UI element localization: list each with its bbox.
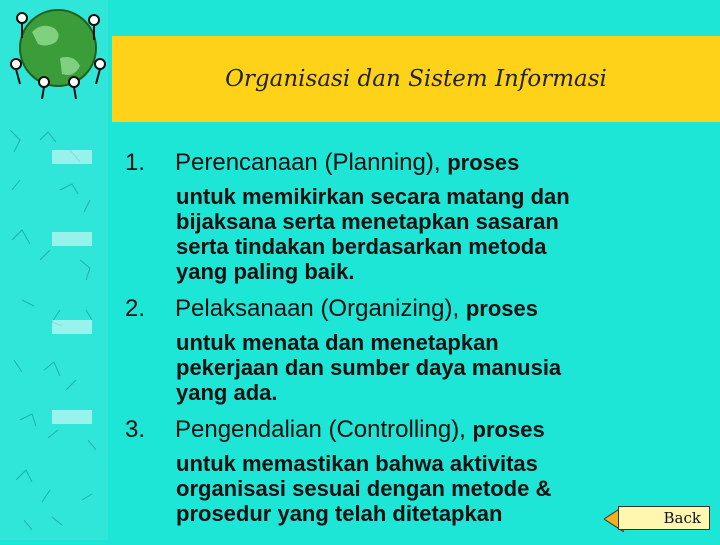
item-heading: [125, 148, 715, 178]
item-number: 2.: [125, 295, 146, 322]
desc-line: serta tindakan berdasarkan metoda: [176, 234, 547, 259]
item-title: Pengendalian (Controlling),: [175, 416, 466, 443]
desc-line: yang ada.: [176, 380, 278, 405]
desc-line: untuk menata dan menetapkan: [176, 330, 499, 355]
desc-line: pekerjaan dan sumber daya manusia: [176, 355, 562, 380]
page-title: Organisasi dan Sistem Informasi: [225, 66, 607, 92]
content-list: [125, 148, 715, 536]
desc-line: bijaksana serta menetapkan sasaran: [176, 209, 559, 234]
globe-people-icon: [2, 2, 114, 102]
item-proses: proses: [447, 150, 520, 175]
item-heading: [125, 415, 715, 445]
item-heading: [125, 294, 715, 324]
desc-line: untuk memastikan bahwa aktivitas: [176, 451, 538, 476]
desc-line: prosedur yang telah ditetapkan: [176, 501, 503, 526]
item-title: Perencanaan (Planning),: [175, 149, 441, 176]
title-bar: [112, 36, 720, 122]
item-proses: proses: [472, 417, 545, 442]
back-button[interactable]: Back: [618, 506, 710, 530]
item-number: 3.: [125, 416, 146, 443]
desc-line: untuk memikirkan secara matang dan: [176, 184, 570, 209]
item-description: [176, 330, 715, 405]
desc-line: organisasi sesuai dengan metode &: [176, 476, 552, 501]
item-description: [176, 184, 715, 284]
list-item: [125, 294, 715, 405]
item-title: Pelaksanaan (Organizing),: [175, 295, 460, 322]
item-number: 1.: [125, 149, 146, 176]
desc-line: yang paling baik.: [176, 259, 355, 284]
item-proses: proses: [465, 296, 538, 321]
list-item: [125, 148, 715, 284]
